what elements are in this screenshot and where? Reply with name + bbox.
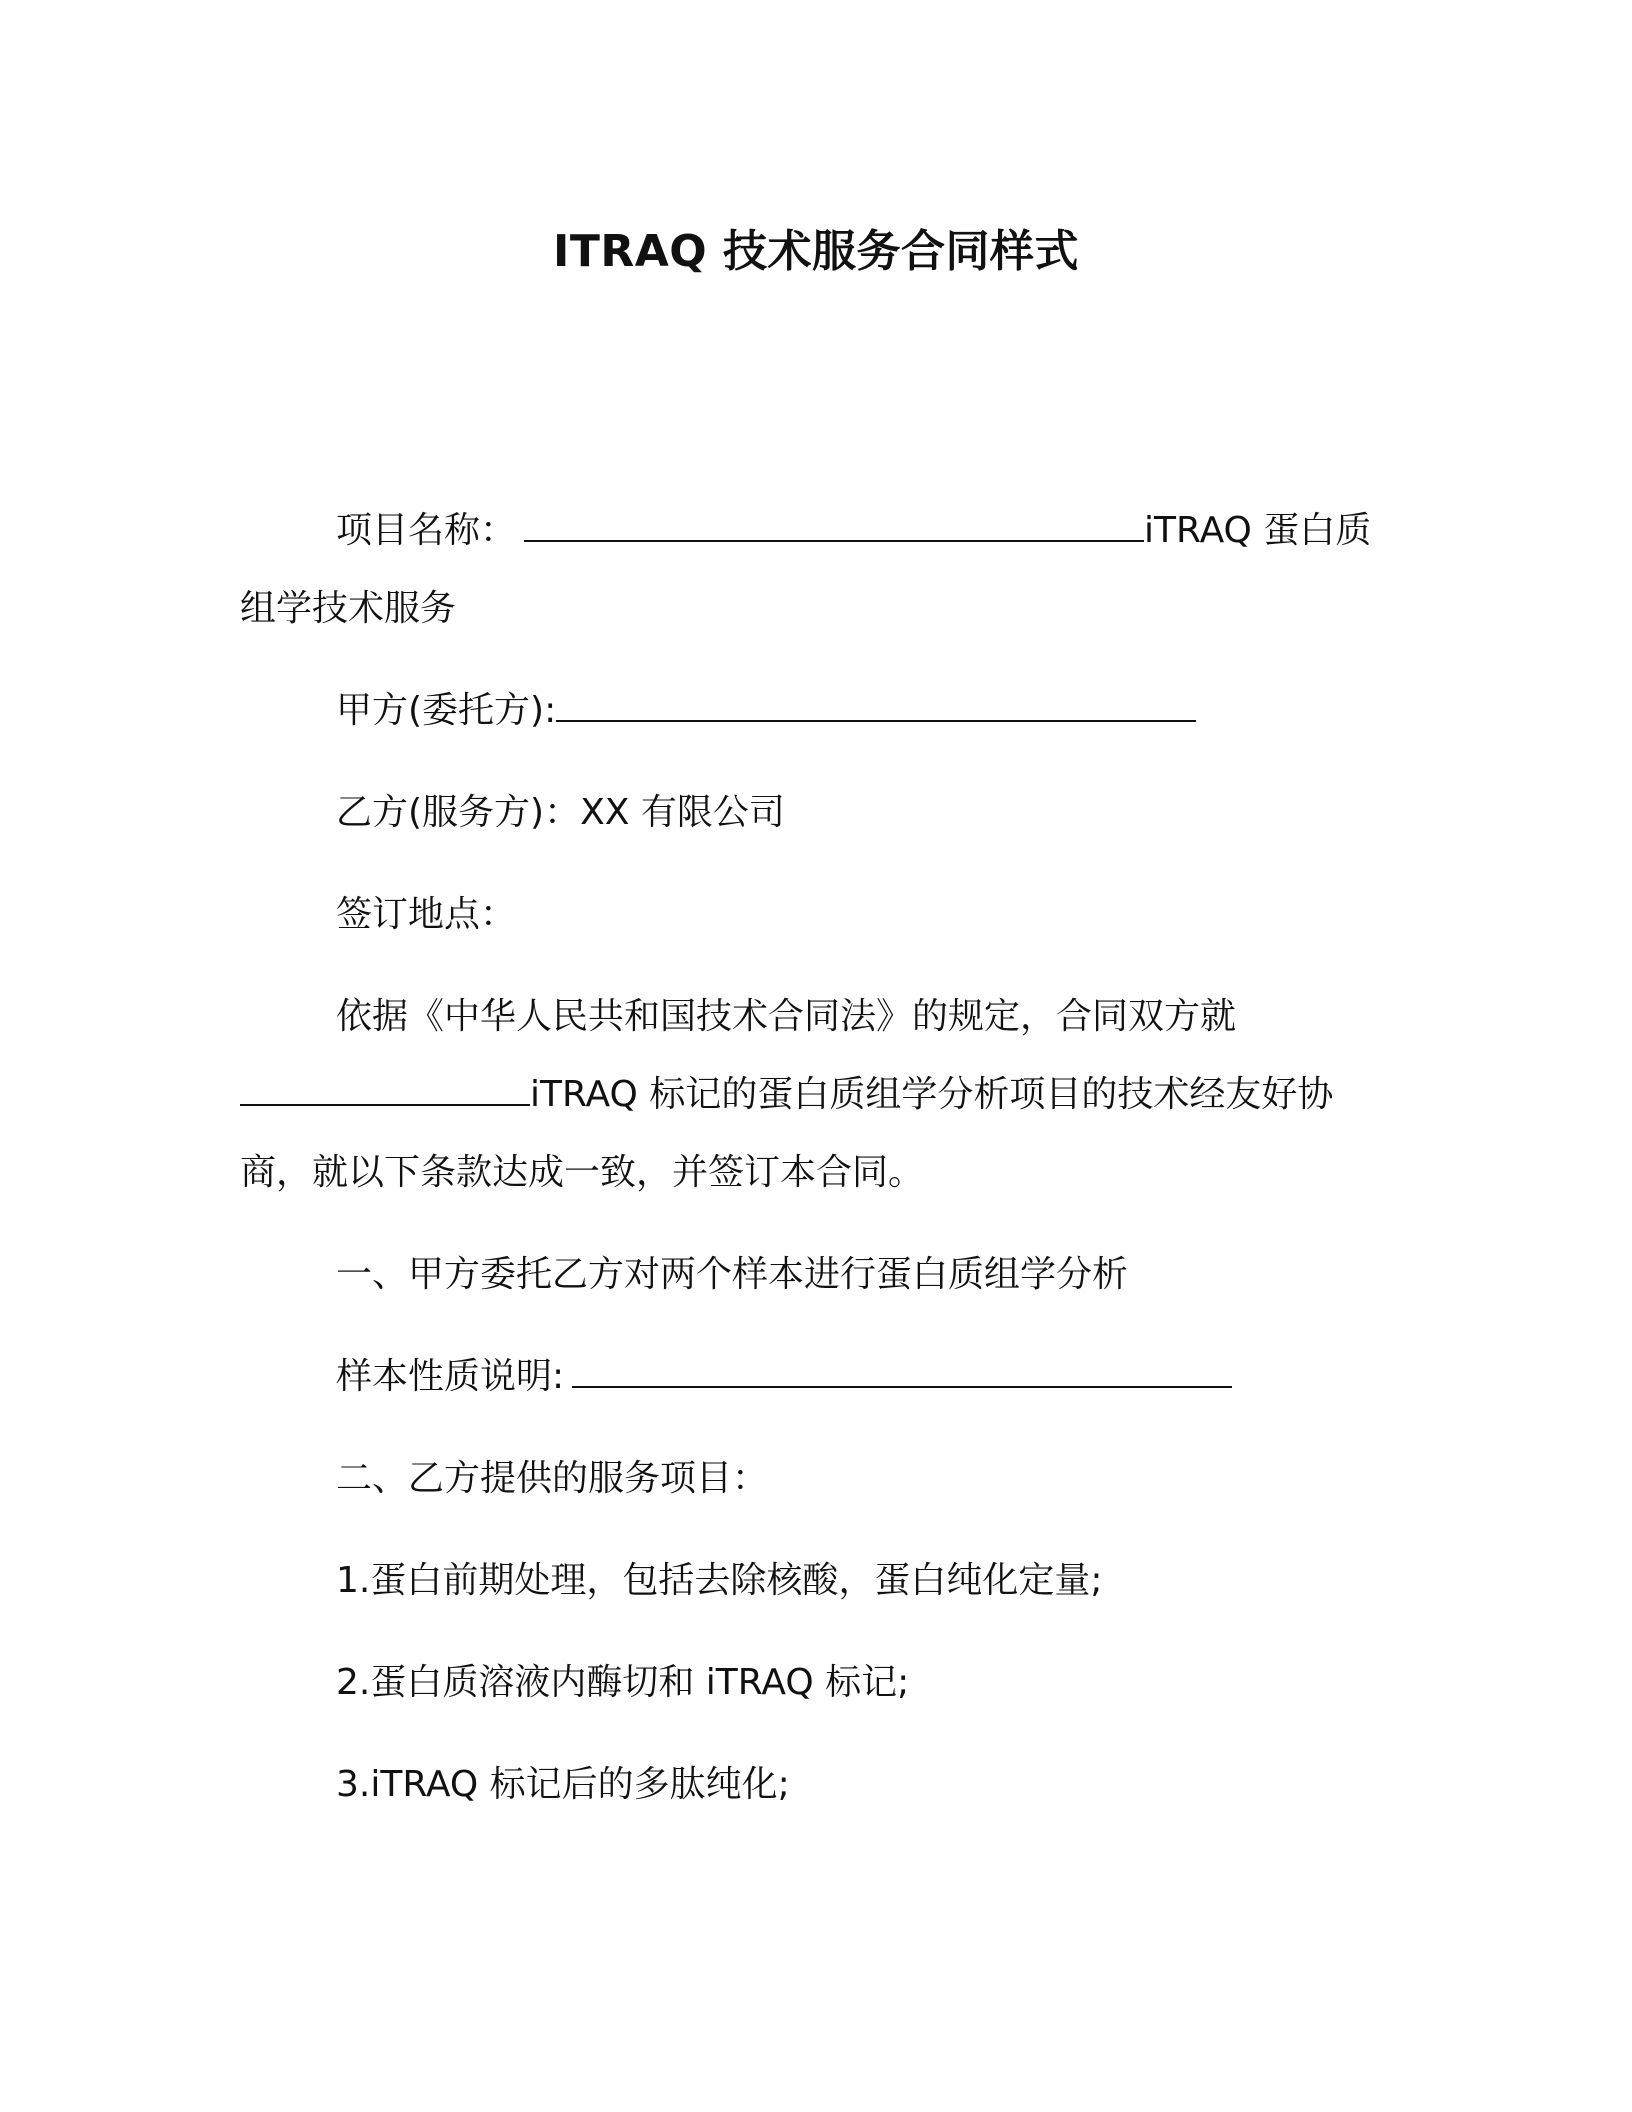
document-body (240, 492, 1390, 1848)
section1-heading: 一、甲方委托乙方对两个样本进行蛋白质组学分析 (336, 1254, 1129, 1295)
party-a-label: 甲方(委托方): (336, 690, 557, 731)
signing-place-label: 签订地点： (336, 894, 517, 935)
service-item: 1.蛋白前期处理，包括去除核酸，蛋白纯化定量; (336, 1560, 1103, 1601)
document-title: ITRAQ 技术服务合同样式 (552, 226, 1080, 277)
project-name-blank (524, 510, 1144, 542)
service-item: 3.iTRAQ 标记后的多肽纯化; (336, 1764, 790, 1805)
preamble-part2: iTRAQ 标记的蛋白质组学分析项目的技术经友好协商，就以下条款达成一致，并签订本合同。 (240, 1074, 1334, 1193)
sample-desc-blank (572, 1356, 1232, 1388)
preamble-part1: 依据《中华人民共和国技术合同法》的规定，合同双方就 (336, 996, 1237, 1037)
party-b-label: 乙方(服务方)： (336, 792, 581, 833)
preamble-blank (240, 1074, 530, 1106)
sample-desc-label: 样本性质说明: (336, 1356, 565, 1397)
project-name-value: iTRAQ 蛋白质组学技术服务 (240, 510, 1372, 629)
party-a-line (240, 672, 1390, 750)
party-b-line (240, 774, 1390, 852)
sample-desc-line (240, 1338, 1390, 1416)
signing-place-line (240, 876, 1390, 954)
party-a-blank (556, 690, 1196, 722)
preamble-paragraph (240, 978, 1390, 1212)
service-item: 2.蛋白质溶液内酶切和 iTRAQ 标记; (336, 1662, 910, 1703)
party-b-value: XX 有限公司 (580, 792, 785, 833)
project-name-label: 项目名称： (336, 510, 517, 551)
section2-heading: 二、乙方提供的服务项目： (336, 1458, 769, 1499)
project-name-line (240, 492, 1390, 648)
